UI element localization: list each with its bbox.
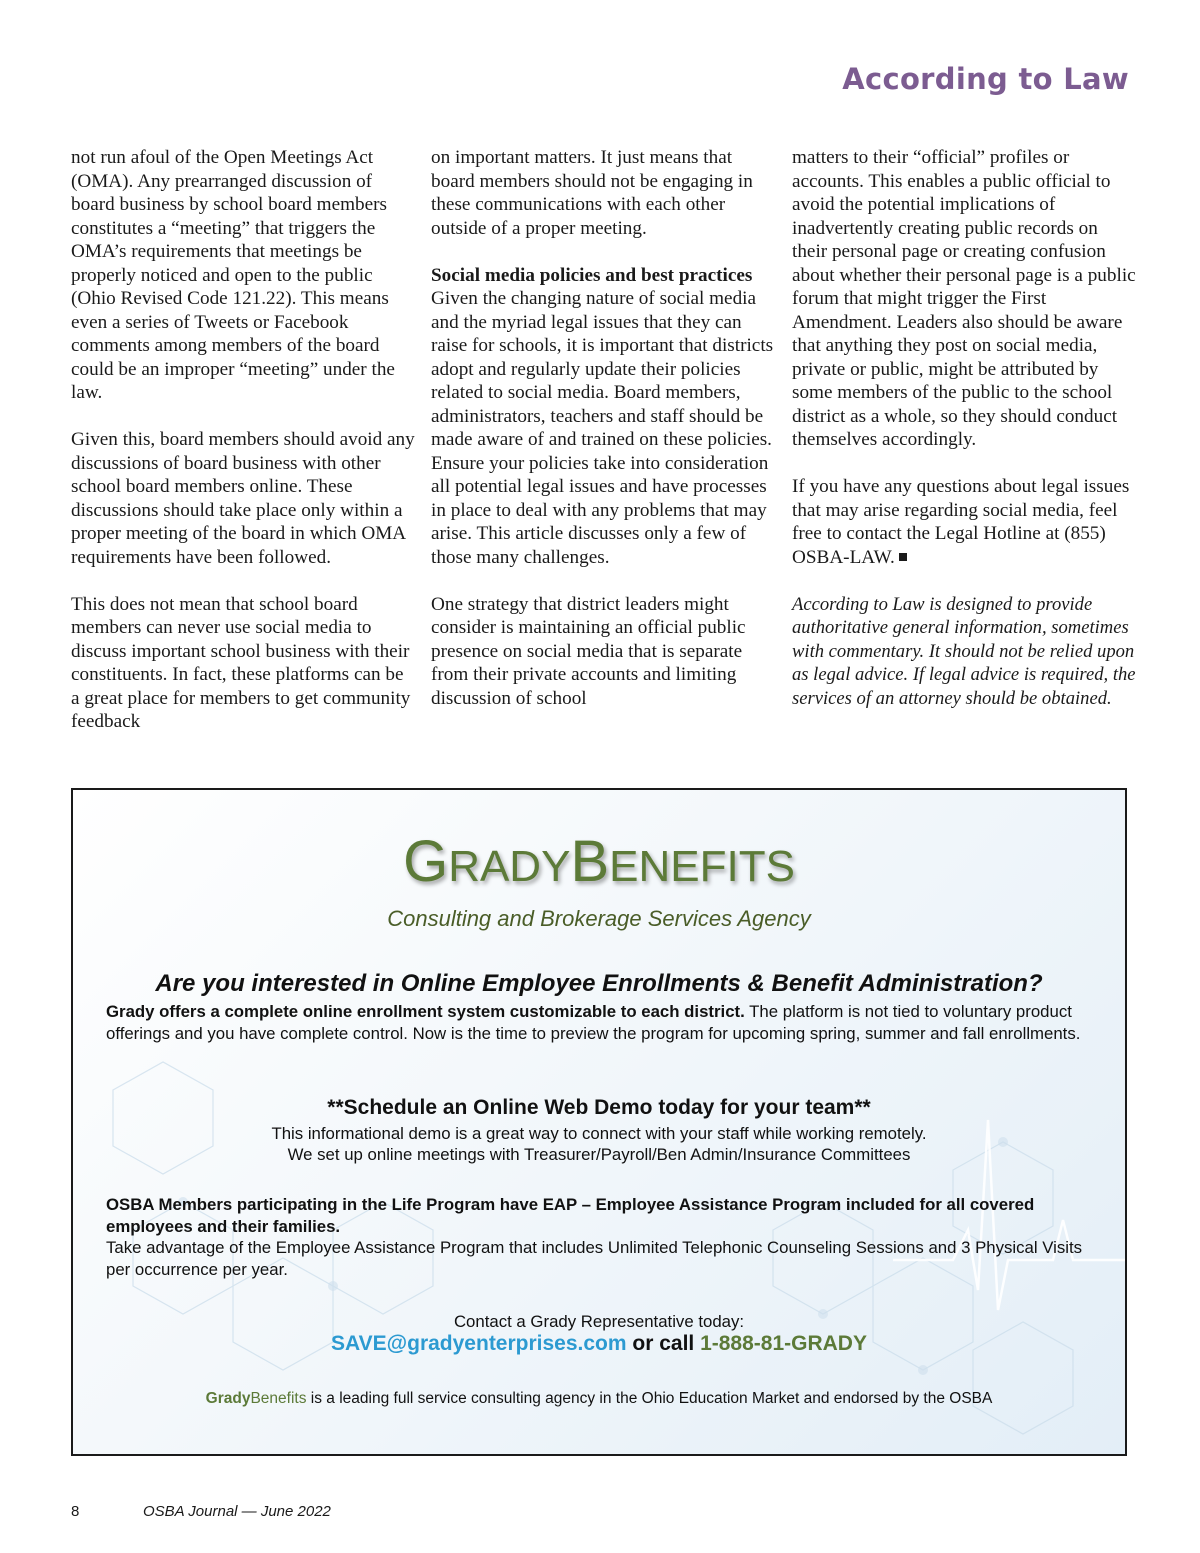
logo-letter: G <box>403 829 449 894</box>
article-paragraph: Given this, board members should avoid any discussions of board business with other school board members online. These discussions should take place only within a proper meeting of the board in which OMA requirements have been followed. <box>71 429 415 568</box>
article-paragraph: not run afoul of the Open Meetings Act (OMA). Any prearranged discussion of board business by school board members constitutes a “meeting” that triggers the OMA’s requirements that meetings be properly noticed and open to the public (Ohio Revised Code 121.22). This means even a series of Tweets or Facebook comments among members of the board could be an improper “meeting” under the law. <box>71 147 395 403</box>
ad-content <box>73 790 1125 1454</box>
contact-intro: Contact a Grady Representative today: <box>453 1312 745 1331</box>
footer-brand-grady: Grady <box>205 1390 251 1407</box>
demo-heading: **Schedule an Online Web Demo today for your team** <box>327 1096 871 1119</box>
logo-letter: B <box>570 829 610 894</box>
footer-brand-benefits: Benefits <box>250 1390 307 1407</box>
article-paragraph: This does not mean that school board members can never use social media to discuss important school business with their constituents. In fact, these platforms can be a great place for members to get community feedback <box>71 593 411 732</box>
ad-intro-text: The platform is not tied to voluntary product offerings and you have complete control. Now is the time to preview the program for upcoming spring, summer and fall enrollments. <box>106 1002 1081 1043</box>
or-call-text: or call <box>626 1332 701 1355</box>
grady-benefits-logo <box>73 828 1125 895</box>
ad-footer <box>73 1390 1125 1408</box>
article-paragraph: Given the changing nature of social media and the myriad legal issues that they can raise for schools, it is important that districts adopt and regularly update their policies related to social media. Board members, administrators, teachers and staff should be made aware of and trained on these policies. Ensure your policies take into consideration all potential legal issues and have processes in place to deal with any problems that may arise. This article discusses only a few of those many challenges. <box>431 288 774 568</box>
footer-brand <box>206 1390 307 1407</box>
section-title: According to Law <box>842 62 1129 96</box>
ad-footer-text: is a leading full service consulting agency in the Ohio Education Market and endorsed by the OSBA <box>306 1390 993 1407</box>
article-section <box>431 264 776 570</box>
grady-benefits-advertisement <box>71 788 1127 1456</box>
article-paragraph: One strategy that district leaders might consider is maintaining an official public presence on social media that is separate from their private accounts and limiting discussion of school <box>431 593 746 709</box>
eap-text: Take advantage of the Employee Assistance Program that includes Unlimited Telephonic Counseling Sessions and 3 Physical Visits per occurrence per year. <box>106 1238 1083 1279</box>
article-paragraph: on important matters. It just means that board members should not be engaging in these communications with each other outside of a proper meeting. <box>431 147 753 239</box>
ad-intro <box>106 1001 1096 1044</box>
journal-issue: OSBA Journal — June 2022 <box>143 1503 331 1520</box>
demo-line-1: This informational demo is a great way to connect with your staff while working remotely. <box>271 1124 927 1143</box>
disclaimer: According to Law is designed to provide authoritative general information, sometimes with commentary. It should not be relied upon as legal advice. If legal advice is required, the services of an attorney should be obtained. <box>792 593 1136 709</box>
subheading: Social media policies and best practices <box>431 264 753 286</box>
page-number: 8 <box>71 1503 80 1520</box>
article-paragraph: matters to their “official” profiles or accounts. This enables a public official to avoid the potential implications of inadvertently creating public records on their personal page or creating confusion about whether their personal page is a public forum that might trigger the First Amendment. Leaders also should be aware that anything they post on social media, private or public, might be attributed by some members of the public to the school district as a whole, so they should conduct themselves accordingly. <box>792 147 1136 450</box>
article-paragraph-wrap <box>792 475 1137 569</box>
article-paragraph: If you have any questions about legal issues that may arise regarding social media, feel free to contact the Legal Hotline at (855) OSBA-LAW. <box>792 476 1130 568</box>
eap-bold: OSBA Members participating in the Life Program have EAP – Employee Assistance Program included for all covered employees and their families. <box>106 1195 1035 1236</box>
eap-section <box>106 1194 1096 1280</box>
ad-headline: Are you interested in Online Employee Enrollments & Benefit Administration? <box>155 970 1043 997</box>
contact-line <box>73 1332 1125 1356</box>
end-of-article-icon <box>899 553 907 561</box>
article-column-1 <box>71 146 416 734</box>
logo-text: RADY <box>448 842 571 891</box>
article-column-3 <box>792 146 1137 710</box>
phone-number[interactable]: 1-888-81-GRADY <box>700 1332 867 1355</box>
logo-text: ENEFITS <box>609 842 795 891</box>
article-column-2 <box>431 146 776 710</box>
tagline: Consulting and Brokerage Services Agency <box>387 906 811 931</box>
email-link[interactable]: SAVE@gradyenterprises.com <box>331 1332 627 1355</box>
ad-intro-bold: Grady offers a complete online enrollment system customizable to each district. <box>106 1002 745 1021</box>
demo-line-2: We set up online meetings with Treasurer/Payroll/Ben Admin/Insurance Committees <box>287 1145 911 1164</box>
